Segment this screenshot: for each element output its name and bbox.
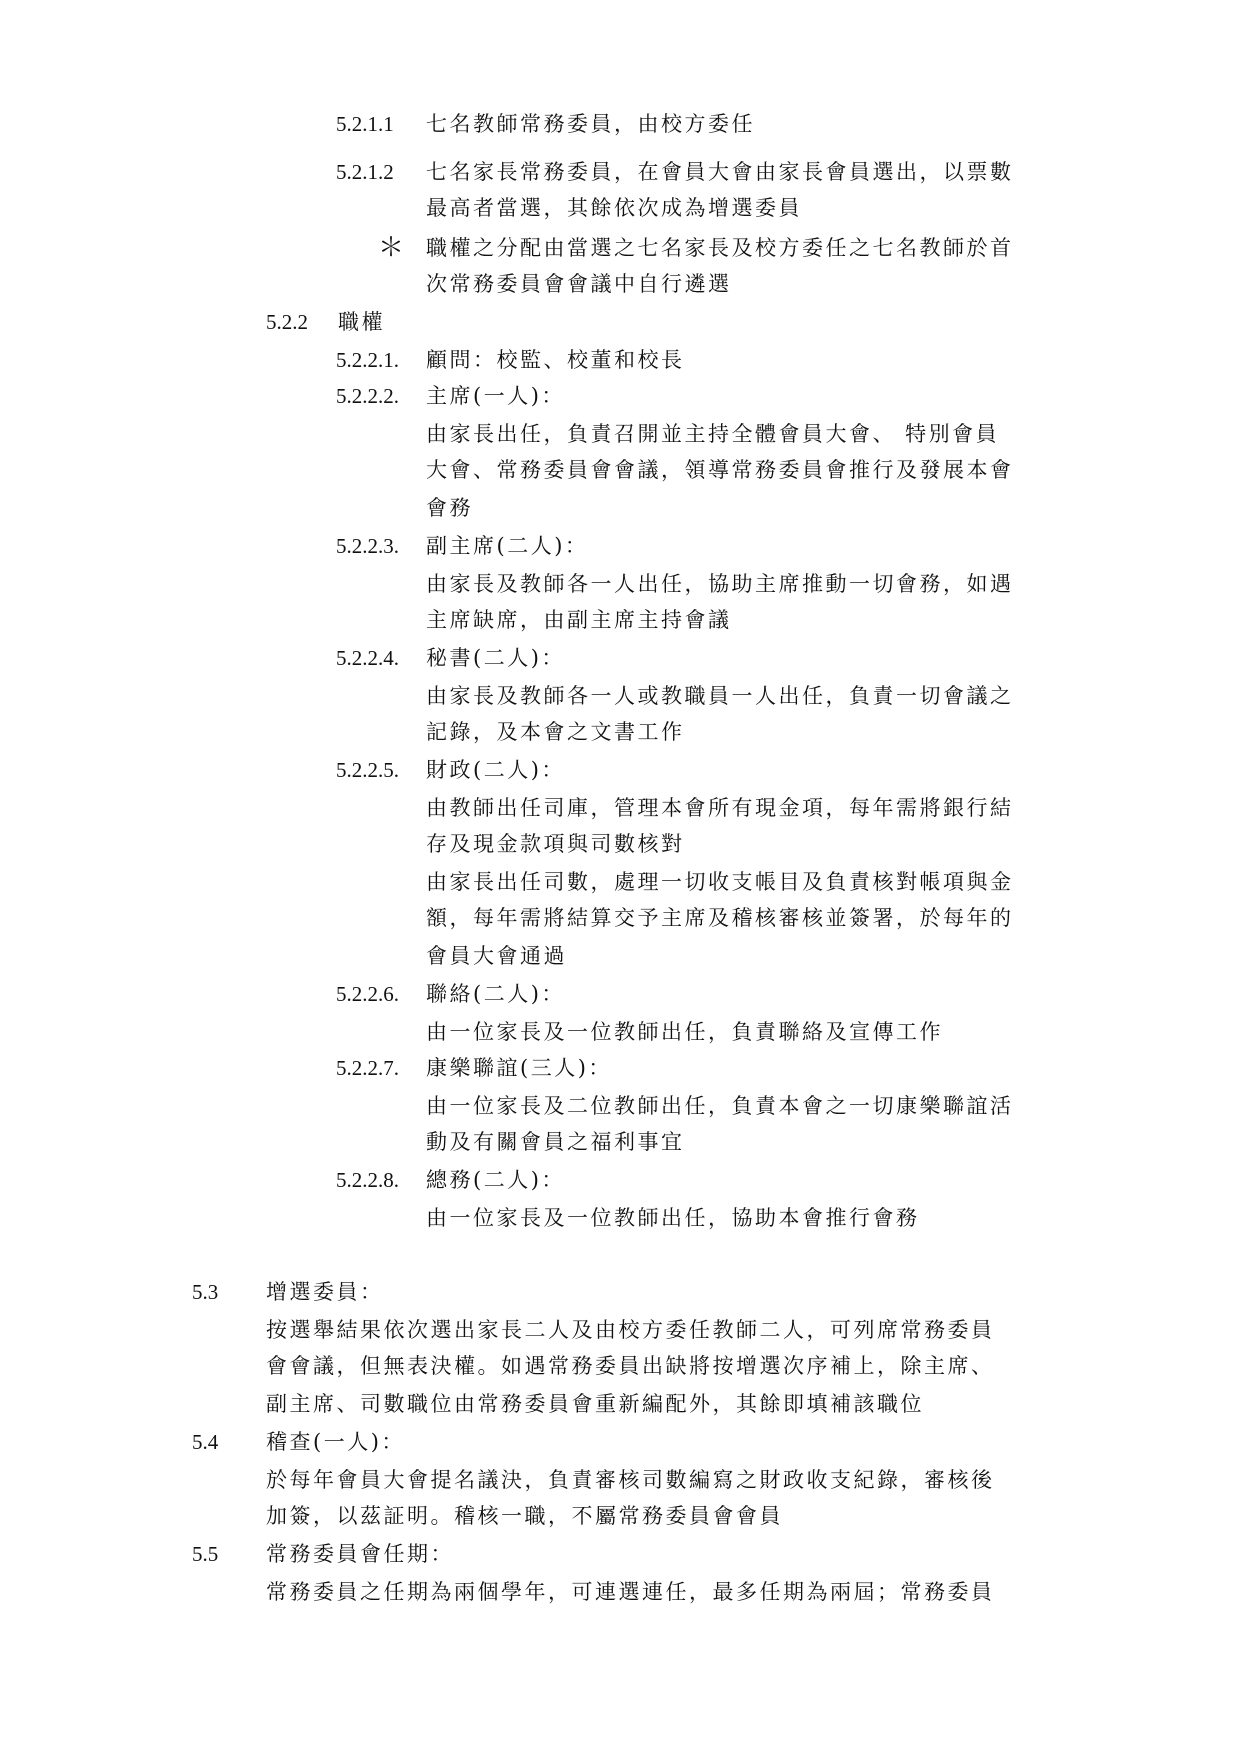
paragraph-line: 最高者當選，其餘依次成為增選委員 — [426, 196, 802, 220]
section-number: 5.2.2.5. — [336, 758, 399, 782]
paragraph-line: 記錄，及本會之文書工作 — [426, 720, 685, 744]
paragraph-line: 次常務委員會會議中自行遴選 — [426, 272, 732, 296]
section-number: 5.2.2 — [266, 310, 308, 334]
section-heading: 常務委員會任期： — [266, 1542, 454, 1566]
paragraph-line: 由一位家長及一位教師出任，協助本會推行會務 — [426, 1206, 920, 1230]
section-number: 5.2.1.1 — [336, 112, 394, 136]
paragraph-line: 由家長及教師各一人出任，協助主席推動一切會務，如遇 — [426, 572, 1014, 596]
section-heading: 主席(一人)： — [426, 384, 565, 408]
paragraph-line: 由家長及教師各一人或教職員一人出任，負責一切會議之 — [426, 684, 1014, 708]
section-number: 5.2.1.2 — [336, 160, 394, 184]
section-number: 5.2.2.1. — [336, 348, 399, 372]
paragraph-line: 副主席、司數職位由常務委員會重新編配外，其餘即填補該職位 — [266, 1392, 924, 1416]
paragraph-line: 按選舉結果依次選出家長二人及由校方委任教師二人，可列席常務委員 — [266, 1318, 995, 1342]
paragraph-line: 會會議，但無表決權。如遇常務委員出缺將按增選次序補上，除主席、 — [266, 1354, 995, 1378]
section-number: 5.4 — [192, 1430, 219, 1454]
paragraph-line: 由一位家長及一位教師出任，負責聯絡及宣傳工作 — [426, 1020, 943, 1044]
paragraph-line: 七名家長常務委員，在會員大會由家長會員選出，以票數 — [426, 160, 1014, 184]
section-heading: 職權 — [338, 310, 385, 334]
paragraph-line: 常務委員之任期為兩個學年，可連選連任，最多任期為兩屆；常務委員 — [266, 1580, 995, 1604]
section-heading: 康樂聯誼(三人)： — [426, 1056, 612, 1080]
paragraph-line: 於每年會員大會提名議決，負責審核司數編寫之財政收支紀錄，審核後 — [266, 1468, 995, 1492]
asterisk-bullet-icon: ＊ — [378, 233, 405, 263]
section-heading: 聯絡(二人)： — [426, 982, 565, 1006]
paragraph-line: 額，每年需將結算交予主席及稽核審核並簽署，於每年的 — [426, 906, 1014, 930]
section-number: 5.5 — [192, 1542, 219, 1566]
section-number: 5.2.2.7. — [336, 1056, 399, 1080]
paragraph-line: 會務 — [426, 496, 473, 520]
section-number: 5.2.2.4. — [336, 646, 399, 670]
paragraph-line: 由家長出任，負責召開並主持全體會員大會、 特別會員 — [426, 422, 1000, 446]
section-heading: 稽查(一人)： — [266, 1430, 405, 1454]
section-heading: 秘書(二人)： — [426, 646, 565, 670]
section-number: 5.2.2.3. — [336, 534, 399, 558]
paragraph-line: 七名教師常務委員，由校方委任 — [426, 112, 755, 136]
section-number: 5.3 — [192, 1280, 219, 1304]
paragraph-line: 職權之分配由當選之七名家長及校方委任之七名教師於首 — [426, 236, 1014, 260]
section-heading: 財政(二人)： — [426, 758, 565, 782]
paragraph-line: 由教師出任司庫，管理本會所有現金項，每年需將銀行結 — [426, 796, 1014, 820]
paragraph-line: 動及有關會員之福利事宜 — [426, 1130, 685, 1154]
section-heading: 顧問：校監、校董和校長 — [426, 348, 685, 372]
section-heading: 副主席(二人)： — [426, 534, 589, 558]
section-number: 5.2.2.8. — [336, 1168, 399, 1192]
section-number: 5.2.2.2. — [336, 384, 399, 408]
paragraph-line: 主席缺席，由副主席主持會議 — [426, 608, 732, 632]
paragraph-line: 由家長出任司數，處理一切收支帳目及負責核對帳項與金 — [426, 870, 1014, 894]
section-number: 5.2.2.6. — [336, 982, 399, 1006]
section-heading: 總務(二人)： — [426, 1168, 565, 1192]
paragraph-line: 會員大會通過 — [426, 944, 567, 968]
paragraph-line: 加簽，以茲証明。稽核一職，不屬常務委員會會員 — [266, 1504, 783, 1528]
section-heading: 增選委員： — [266, 1280, 384, 1304]
paragraph-line: 由一位家長及二位教師出任，負責本會之一切康樂聯誼活 — [426, 1094, 1014, 1118]
paragraph-line: 存及現金款項與司數核對 — [426, 832, 685, 856]
paragraph-line: 大會、常務委員會會議，領導常務委員會推行及發展本會 — [426, 458, 1014, 482]
